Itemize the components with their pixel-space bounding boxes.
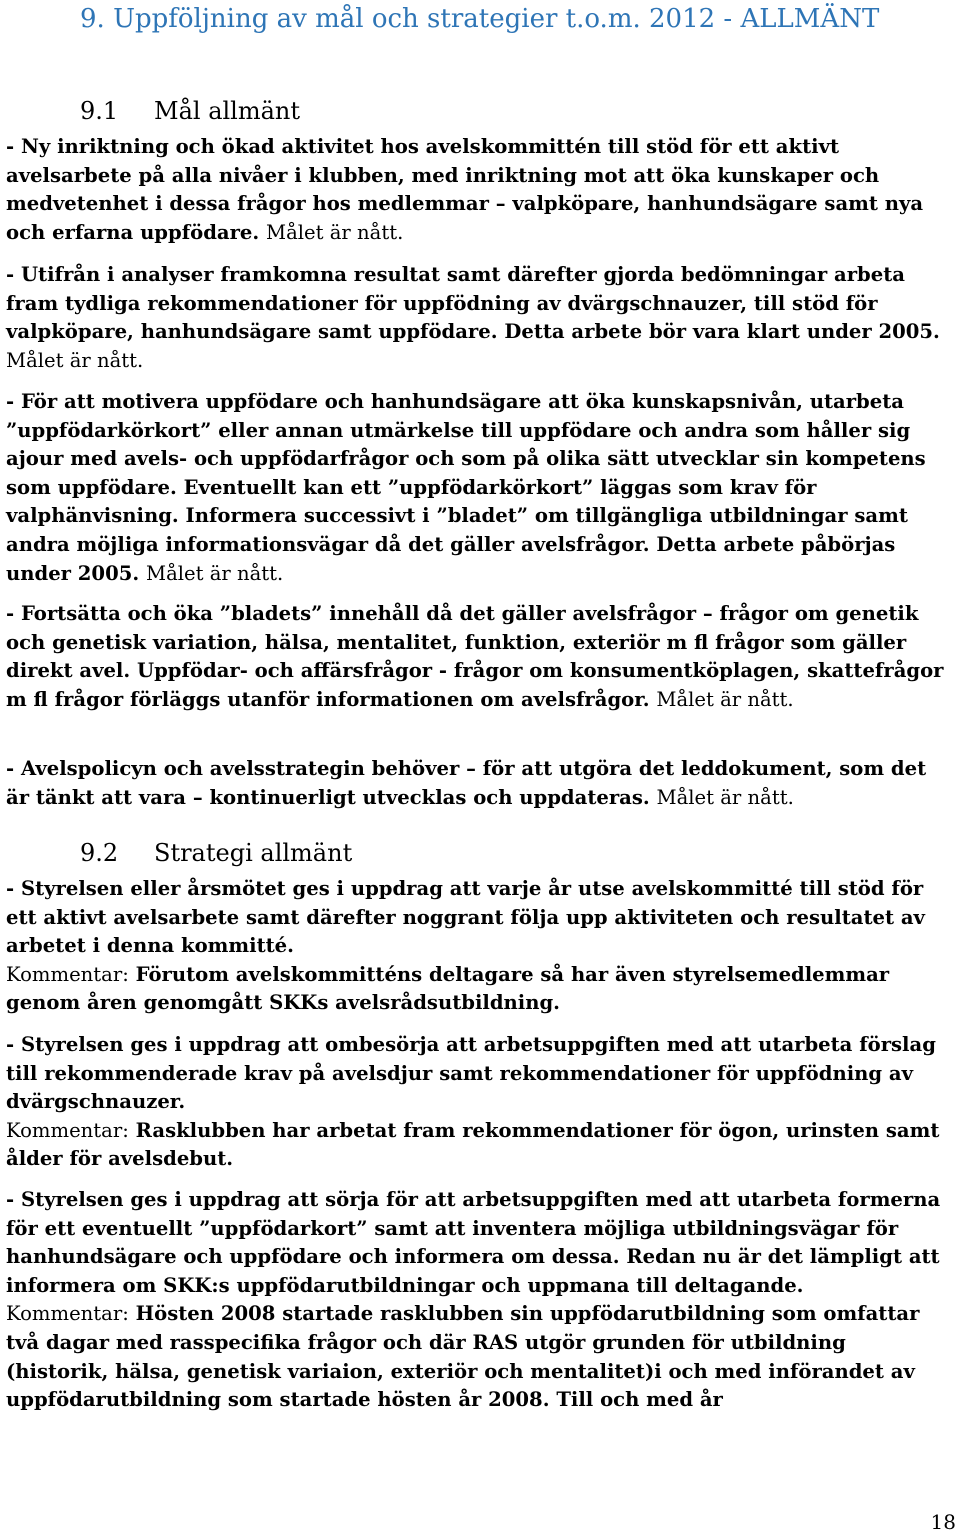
comment-label: Kommentar: (6, 1118, 129, 1142)
page-number: 18 (930, 1510, 956, 1534)
paragraph-text: - Styrelsen ges i uppdrag att sörja för att arbetsuppgiften med att utarbeta formerna för ett eventuellt ”uppfödarkort” samt att inventera möjliga utbildningsvägar för hanhundsägare och uppfödare och informera om dessa. Redan nu är det lämpligt att informera om SKK:s uppfödarutbildningar och uppmana till deltagande. (6, 1188, 941, 1297)
goal-paragraph-5 (6, 755, 952, 812)
paragraph-text: - För att motivera uppfödare och hanhundsägare att öka kunskapsnivån, utarbeta ”uppfödarkörkort” eller annan utmärkelse till uppfödare och andra som håller sig ajour med avels- och uppfödarfrågor och som på olika sätt utvecklar sin kompetens som uppfödare. Eventuellt kan ett ”uppfödarkörkort” läggas som krav för valphänvisning. Informera successivt i ”bladet” om tillgängliga utbildningar samt andra möjliga informationsvägar då det gäller avelsfrågor. Detta arbete påbörjas under 2005. (6, 390, 926, 585)
comment-label: Kommentar: (6, 962, 129, 986)
paragraph-text: - Styrelsen ges i uppdrag att ombesörja att arbetsuppgiften med att utarbeta förslag till rekommenderade krav på avelsdjur samt rekommendationer för uppfödning av dvärgschnauzer. (6, 1033, 936, 1114)
goal-paragraph-3 (6, 388, 952, 588)
goal-status: Målet är nått. (656, 687, 794, 711)
section-number: 9.1 (80, 97, 119, 125)
strategy-paragraph-3 (6, 1186, 952, 1415)
comment-text: Förutom avelskommitténs deltagare så har även styrelsemedlemmar genom åren genomgått SKKs avelsrådsutbildning. (6, 962, 890, 1015)
chapter-heading: 9. Uppföljning av mål och strategier t.o.m. 2012 - ALLMÄNT (80, 4, 880, 34)
paragraph-text: - Utifrån i analyser framkomna resultat samt därefter gjorda bedömningar arbeta fram tydliga rekommendationer för uppfödning av dvärgschnauzer, till stöd för valpköpare, hanhundsägare samt uppfödare. Detta arbete bör vara klart under 2005. (6, 263, 940, 344)
comment-text: Rasklubben har arbetat fram rekommendationer för ögon, urinsten samt ålder för avelsdebut. (6, 1118, 940, 1171)
paragraph-text: - Fortsätta och öka ”bladets” innehåll då det gäller avelsfrågor – frågor om genetik och genetisk variation, hälsa, mentalitet, funktion, exteriör m fl frågor som gäller direkt avel. Uppfödar- och affärsfrågor - frågor om konsumentköplagen, skattefrågor m fl frågor förläggs utanför informationen om avelsfrågor. (6, 602, 944, 711)
goal-status: Målet är nått. (6, 348, 144, 372)
strategy-paragraph-1 (6, 875, 952, 1018)
paragraph-text: - Styrelsen eller årsmötet ges i uppdrag att varje år utse avelskommitté till stöd för ett aktivt avelsarbete samt därefter noggrant följa upp aktiviteten och resultatet av arbetet i denna kommitté. (6, 877, 925, 958)
goal-status: Målet är nått. (266, 220, 404, 244)
comment-text: Hösten 2008 startade rasklubben sin uppfödarutbildning som omfattar två dagar med rasspecifika frågor och där RAS utgör grunden för utbildning (historik, hälsa, genetisk variaion, exteriör och mentalitet)i och med införandet av uppfödarutbildning som startade hösten år 2008. Till och med år (6, 1302, 920, 1412)
paragraph-text: - Avelspolicyn och avelsstrategin behöver – för att utgöra det leddokument, som det är tänkt att vara – kontinuerligt utvecklas och uppdateras. (6, 757, 927, 809)
goal-paragraph-1 (6, 133, 952, 247)
comment-label: Kommentar: (6, 1302, 129, 1326)
strategy-paragraph-2 (6, 1031, 952, 1174)
goal-status: Målet är nått. (656, 785, 794, 809)
paragraph-text: - Ny inriktning och ökad aktivitet hos avelskommittén till stöd för ett aktivt avelsarbete på alla nivåer i klubben, med inriktning mot att öka kunskaper och medvetenhet i dessa frågor hos medlemmar – valpköpare, hanhundsägare samt nya och erfarna uppfödare. (6, 135, 924, 244)
goal-status: Målet är nått. (146, 561, 284, 585)
section-heading-9-2 (80, 838, 352, 868)
section-number: 9.2 (80, 839, 119, 867)
section-title: Strategi allmänt (154, 839, 353, 867)
section-heading-9-1 (80, 96, 300, 126)
goal-paragraph-4 (6, 600, 952, 714)
section-title: Mål allmänt (154, 97, 301, 125)
goal-paragraph-2 (6, 261, 952, 375)
